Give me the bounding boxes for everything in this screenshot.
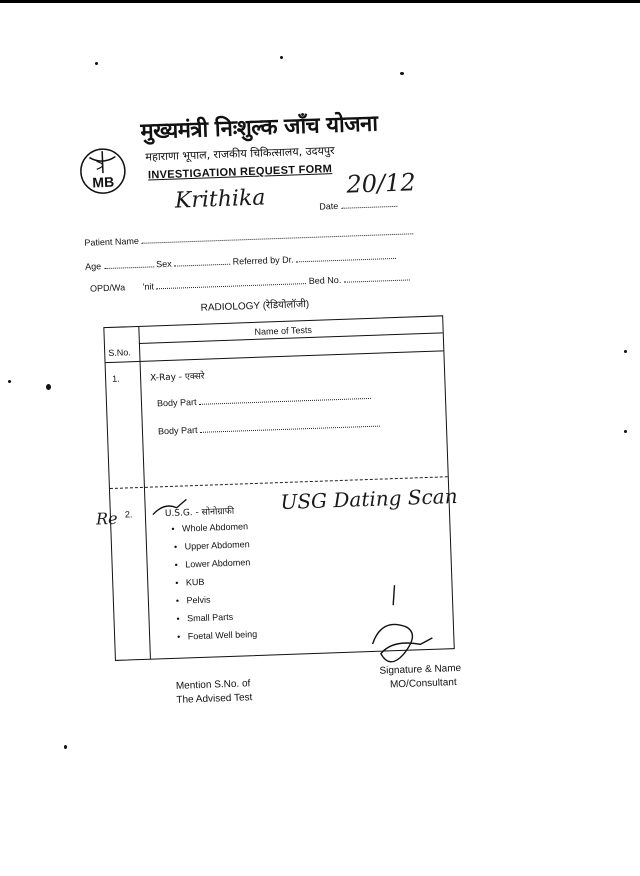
mention-sno-line-1: Mention S.No. of — [175, 678, 251, 692]
usg-option: • Upper Abdomen — [173, 539, 250, 552]
body-part-dots-1 — [199, 392, 371, 405]
opd-label: OPD/Wa — [89, 282, 126, 294]
bed-no-dots — [344, 273, 410, 282]
date-label-text: Date — [319, 200, 339, 212]
date-handwritten: 20/12 — [346, 168, 417, 199]
sex-dots — [174, 258, 230, 267]
bed-no-label: Bed No. — [308, 274, 342, 286]
usg-option-label: Lower Abdomen — [185, 557, 251, 570]
body-part-label-2: Body Part — [157, 424, 198, 437]
row-2-sno: 2. — [124, 509, 133, 520]
unit-dots — [156, 277, 306, 289]
form-title: INVESTIGATION REQUEST FORM — [147, 163, 333, 182]
logo-letters: MB — [92, 173, 115, 191]
margin-handwritten-mark: Re — [95, 508, 118, 529]
scan-speck — [46, 384, 51, 390]
usg-option: • Foetal Well being — [176, 628, 258, 642]
referred-by-label: Referred by Dr. — [232, 254, 294, 267]
patient-name-label: Patient Name — [84, 235, 140, 248]
scan-speck — [8, 380, 11, 383]
caduceus-icon — [77, 146, 129, 196]
age-dots — [104, 260, 154, 269]
usg-option-label: Upper Abdomen — [184, 539, 250, 552]
date-dots — [341, 200, 397, 209]
header-bottom-line — [106, 350, 444, 363]
signature-scribble — [360, 582, 443, 675]
scan-speck — [400, 72, 404, 75]
sex-label: Sex — [156, 258, 172, 270]
mention-sno-line-2: The Advised Test — [176, 692, 253, 706]
signature-label: Signature & Name — [379, 662, 462, 677]
row-1-test: X-Ray - एक्सरे — [149, 371, 205, 384]
consultant-label: MO/Consultant — [389, 677, 457, 691]
usg-option: • Pelvis — [175, 594, 211, 606]
hospital-name-hindi: महाराणा भूपाल, राजकीय चिकित्सालय, उदयपुर — [145, 143, 335, 164]
row-1-sno: 1. — [111, 373, 120, 384]
row-2-test: U.S.G. - सोनोग्राफी — [164, 506, 235, 520]
usg-option-label: KUB — [185, 576, 205, 588]
usg-option-label: Whole Abdomen — [181, 521, 249, 534]
body-part-line-1 — [157, 391, 371, 408]
unit-label: 'nit — [142, 281, 155, 292]
investigation-form — [76, 105, 477, 718]
body-part-label-1: Body Part — [156, 396, 197, 409]
column-divider — [138, 327, 151, 659]
scan-speck — [624, 350, 627, 353]
section-title-radiology: RADIOLOGY (रेडियोलॉजी) — [200, 298, 310, 314]
usg-tick-mark — [150, 497, 191, 518]
hospital-logo — [77, 146, 129, 196]
scan-speck — [64, 745, 67, 749]
body-part-dots-2 — [200, 420, 380, 433]
body-part-line-2 — [158, 419, 380, 437]
scan-speck — [95, 62, 98, 65]
usg-option-label: Small Parts — [187, 611, 234, 624]
usg-handwritten-note: USG Dating Scan — [280, 483, 458, 515]
opd-unit-bed-field — [90, 272, 410, 293]
scan-top-edge — [0, 0, 640, 3]
usg-option-label: Foetal Well being — [187, 628, 258, 642]
usg-option: • Whole Abdomen — [171, 521, 249, 534]
date-label — [319, 199, 397, 212]
usg-option: • Small Parts — [176, 611, 234, 624]
patient-name-field — [84, 226, 413, 247]
usg-option-label: Pelvis — [186, 594, 211, 606]
age-label: Age — [85, 261, 102, 272]
scheme-title-hindi: मुख्यमंत्री निःशुल्क जाँच योजना — [140, 111, 378, 145]
scan-speck — [624, 430, 627, 433]
scan-speck — [280, 56, 283, 59]
age-sex-referred-field — [85, 251, 396, 272]
usg-option: • Lower Abdomen — [174, 557, 251, 570]
usg-option: • KUB — [175, 576, 205, 588]
referred-by-dots — [296, 252, 396, 262]
patient-name-handwritten: Krithika — [174, 185, 266, 214]
patient-name-dots — [141, 227, 413, 243]
col-header-name: Name of Tests — [254, 324, 313, 337]
col-header-sno: S.No. — [108, 347, 131, 359]
